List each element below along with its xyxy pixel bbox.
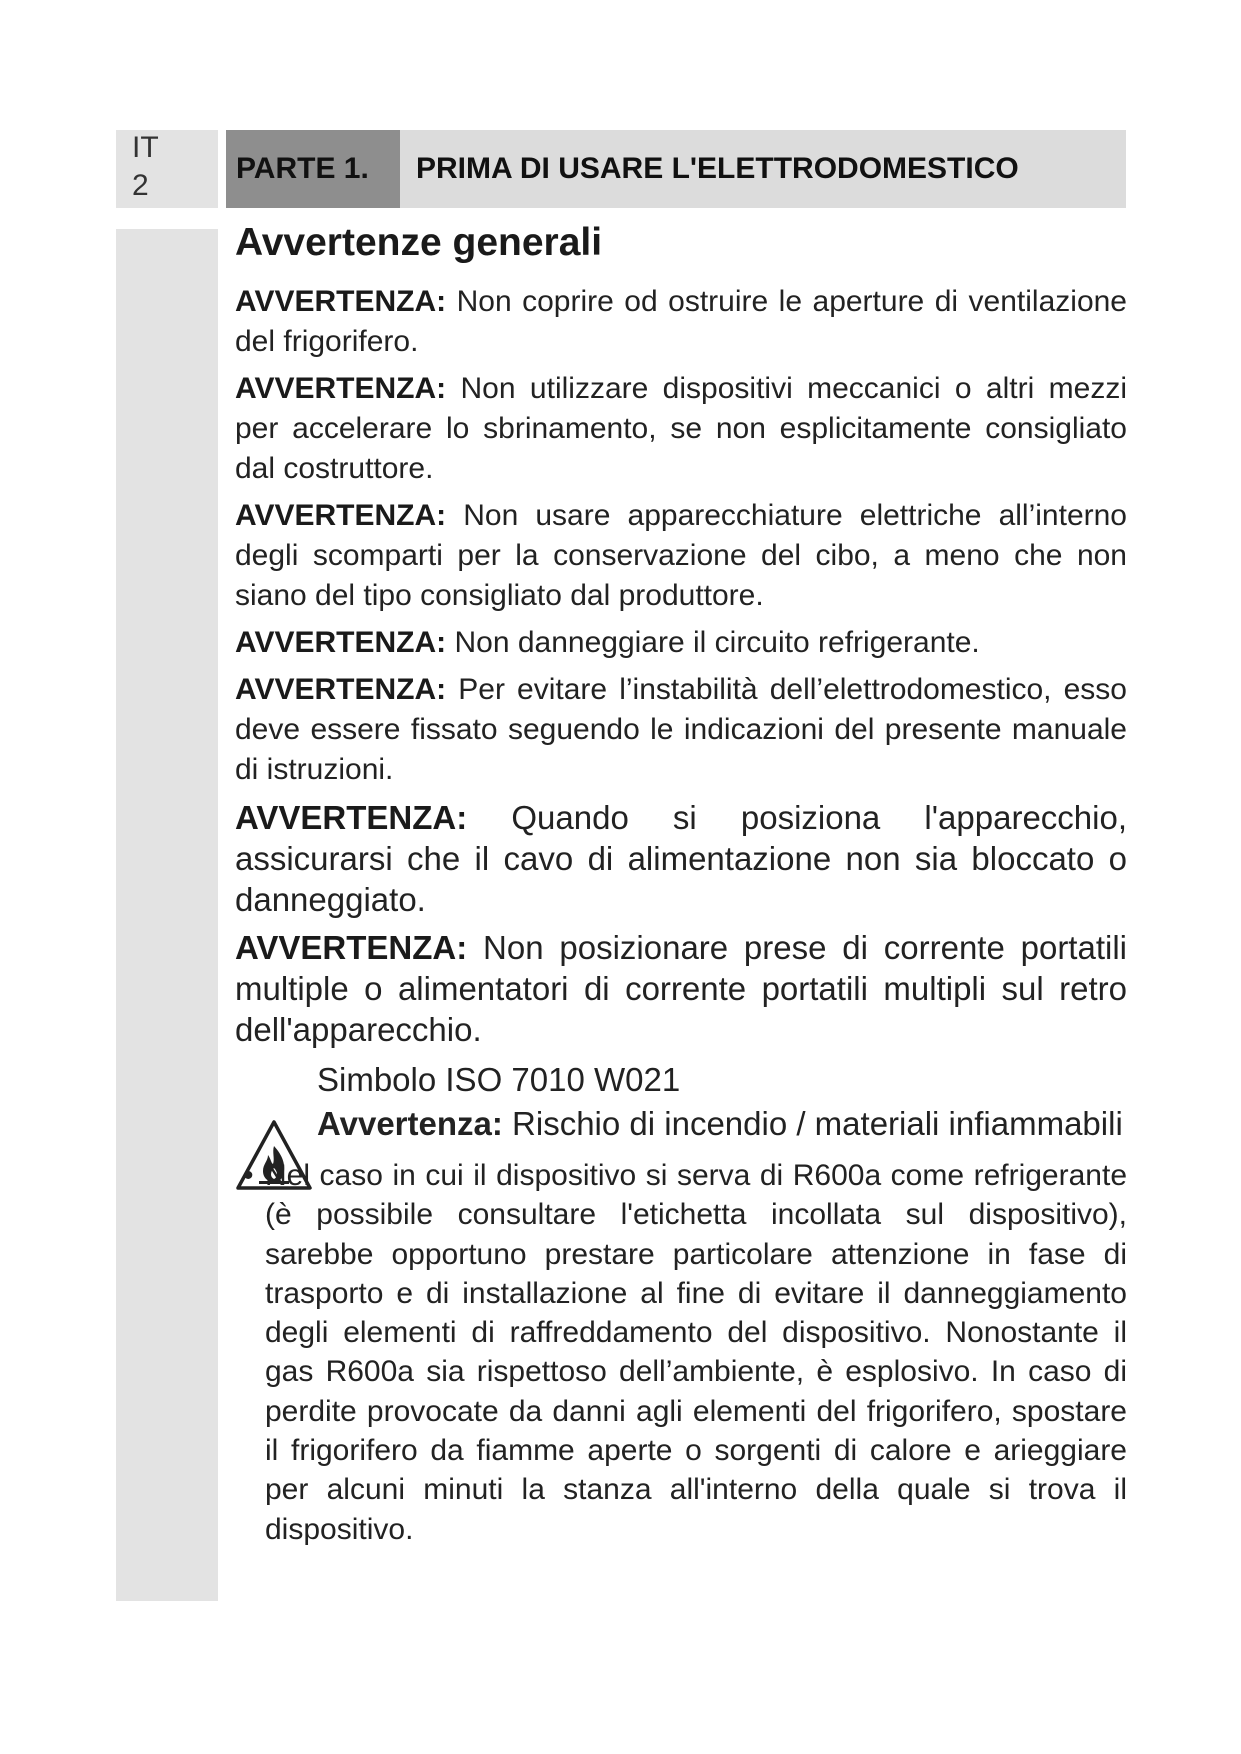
iso-warning-label: Avvertenza: — [317, 1105, 503, 1142]
sidebar-strip — [116, 229, 218, 1601]
warning-label: AVVERTENZA: — [235, 499, 447, 532]
list-item — [235, 1156, 1127, 1549]
warning-paragraph — [235, 496, 1127, 616]
warning-label: AVVERTENZA: — [235, 372, 447, 405]
iso-warning-text — [317, 1102, 1127, 1146]
warning-text: Non usare apparecchiature elettriche all’interno degli scomparti per la conservazione del cibo, a meno che non siano del tipo consigliato dal produttore. — [235, 499, 1127, 612]
warning-label: AVVERTENZA: — [235, 285, 447, 318]
warning-paragraph — [235, 927, 1127, 1050]
warning-label: AVVERTENZA: — [235, 673, 447, 706]
chapter-title: PRIMA DI USARE L'ELETTRODOMESTICO — [416, 152, 1019, 185]
warning-text: Quando si posiziona l'apparecchio, assicurarsi che il cavo di alimentazione non sia bloccato o danneggiato. — [235, 799, 1127, 918]
page-number: 2 — [132, 169, 149, 202]
section-title: Avvertenze generali — [235, 221, 603, 264]
warning-label: AVVERTENZA: — [235, 626, 447, 659]
warning-paragraph — [235, 369, 1127, 489]
bullet-marker: • — [243, 1159, 254, 1192]
warning-text: Non coprire od ostruire le aperture di ventilazione del frigorifero. — [235, 285, 1127, 358]
page-content — [235, 216, 1127, 1549]
page-indicator — [116, 130, 218, 208]
warning-text: Non utilizzare dispositivi meccanici o altri mezzi per accelerare lo sbrinamento, se non esplicitamente consigliato dal costruttore. — [235, 372, 1127, 485]
part-label: PARTE 1. — [226, 130, 400, 208]
warning-text: Per evitare l’instabilità dell’elettrodomestico, esso deve essere fissato seguendo le indicazioni del presente manuale di istruzioni. — [235, 673, 1127, 786]
warning-text: Non danneggiare il circuito refrigerante. — [454, 626, 980, 659]
warning-label: AVVERTENZA: — [235, 799, 468, 836]
warning-text: Non posizionare prese di corrente portatili multiple o alimentatori di corrente portatili multipli sul retro dell'apparecchio. — [235, 929, 1127, 1048]
warning-paragraph — [235, 797, 1127, 920]
bullet-text: Nel caso in cui il dispositivo si serva di R600a come refrigerante (è possibile consultare l'etichetta incollata sul dispositivo), sarebbe opportuno prestare particolare attenzione in fase di trasporto e di installazione al fine di evitare il danneggiamento degli elementi di raffreddamento del dispositivo. Nonostante il gas R600a sia rispettoso dell’ambiente, è esplosivo. In caso di perdite provocate da danni agli elementi del frigorifero, spostare il frigorifero da fiamme aperte o sorgenti di calore e arieggiare per alcuni minuti la stanza all'interno della quale si trova il dispositivo. — [265, 1159, 1127, 1546]
warning-paragraph — [235, 670, 1127, 790]
iso-warning-block — [235, 1058, 1127, 1146]
warning-label: AVVERTENZA: — [235, 929, 468, 966]
warning-paragraph — [235, 623, 1127, 663]
iso-caption: Simbolo ISO 7010 W021 — [317, 1061, 681, 1098]
language-code: IT — [132, 131, 159, 164]
iso-warning-description: Rischio di incendio / materiali infiammabili — [512, 1105, 1123, 1142]
chapter-header — [226, 130, 1126, 208]
warning-paragraph — [235, 282, 1127, 362]
